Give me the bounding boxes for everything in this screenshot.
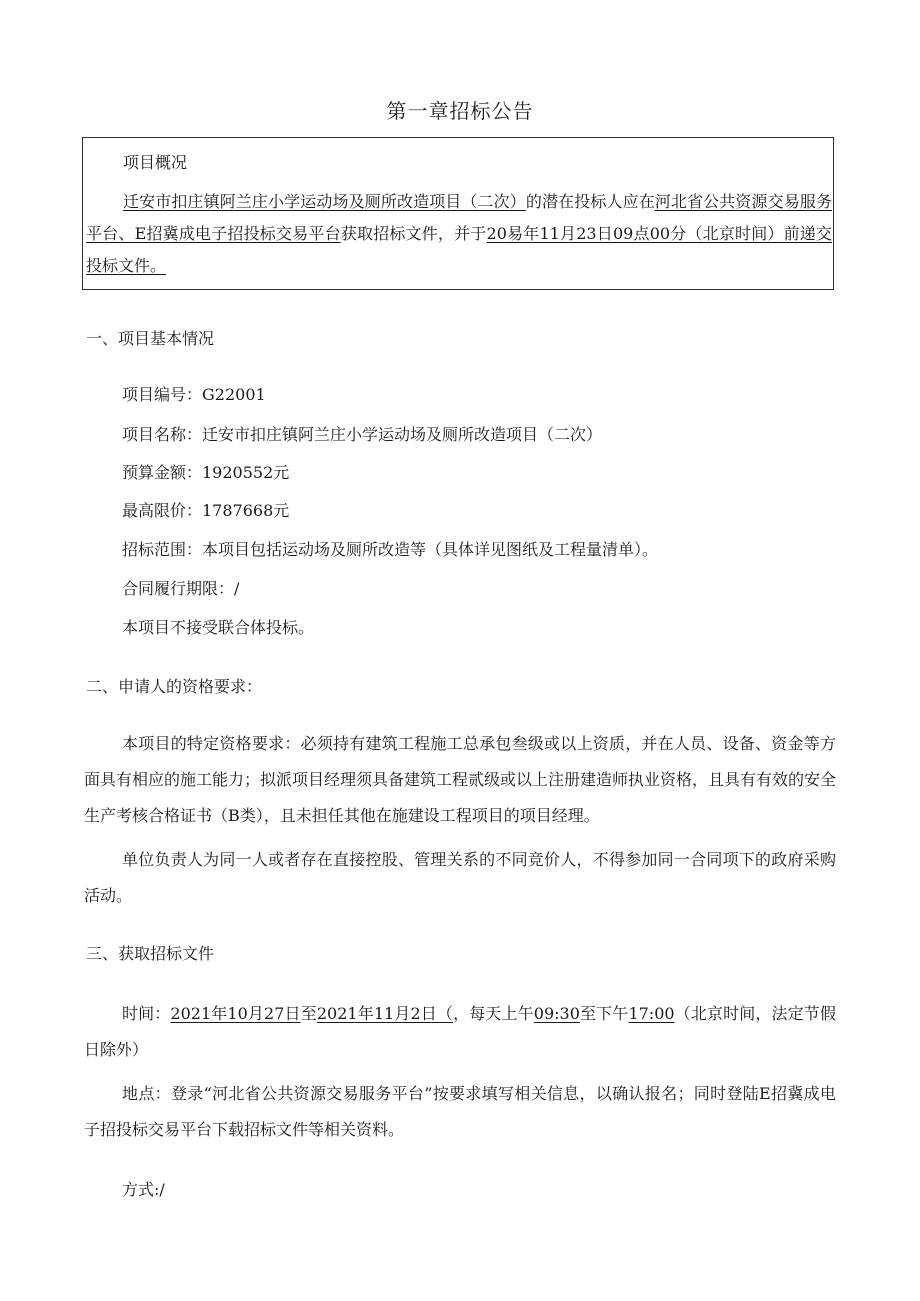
time-to-2: 至下午: [579, 1004, 629, 1023]
restriction-paragraph: 单位负责人为同一人或者存在直接控股、管理关系的不同竞价人，不得参加同一合同项下的政府采购活动。: [84, 850, 836, 905]
project-number: 项目编号：G22001: [122, 385, 266, 404]
pm-time: 17:00: [628, 1004, 675, 1023]
project-overview-box: [82, 137, 834, 290]
max-price: 最高限价：1787668元: [122, 501, 290, 520]
acquisition-method: 方式:/: [122, 1180, 165, 1199]
time-tail: （北京时间，法定节假日除外）: [84, 1004, 836, 1059]
qualification-paragraph: 本项目的特定资格要求：必须持有建筑工程施工总承包叁级或以上资质，并在人员、设备、资金等方面具有相应的施工能力；拟派项目经理须具备建筑工程贰级或以上注册建造师执业资格，且具有有效的安全生产考核合格证书（B类），且未担任其他在施建设工程项目的项目经理。: [84, 734, 837, 825]
overview-deadline: 20易年11月23日09点00分（北京时间）前递交投标文件。: [86, 224, 832, 275]
contract-period: 合同履行期限：/: [122, 579, 240, 598]
bidding-scope: 招标范围：本项目包括运动场及厕所改造等（具体详见图纸及工程量清单）。: [122, 540, 659, 559]
no-consortium-note: 本项目不接受联合体投标。: [122, 618, 315, 637]
page-title: 第一章招标公告: [386, 99, 534, 123]
overview-heading: 项目概况: [123, 153, 188, 172]
am-time: 09:30: [533, 1004, 580, 1023]
time-to-1: 至: [300, 1004, 317, 1023]
end-date: 2021年11月2日（: [316, 1004, 454, 1023]
section-1-heading: 一、项目基本情况: [86, 329, 215, 348]
time-label: 时间：: [122, 1004, 171, 1023]
acquisition-time: [84, 996, 836, 1068]
overview-text-1: 的潜在投标人应在: [525, 192, 655, 211]
project-name: 项目名称：迁安市扣庄镇阿兰庄小学运动场及厕所改造项目（二次）: [122, 425, 603, 444]
overview-project-name: 迁安市扣庄镇阿兰庄小学运动场及厕所改造项目（二次）: [123, 192, 526, 211]
start-date: 2021年10月27日: [170, 1004, 301, 1023]
daily-text: ，每天上午: [453, 1004, 534, 1023]
overview-text-2: 获取招标文件，并于: [340, 224, 487, 243]
overview-paragraph: [86, 186, 832, 282]
budget-amount: 预算金额：1920552元: [122, 463, 290, 482]
acquisition-place: 地点：登录“河北省公共资源交易服务平台”按要求填写相关信息，以确认报名；同时登陆E招冀成电子招投标交易平台下载招标文件等相关资料。: [84, 1084, 836, 1139]
section-2-heading: 二、申请人的资格要求：: [86, 677, 263, 696]
section-3-heading: 三、获取招标文件: [86, 944, 215, 963]
overview-platform: 河北省公共资源交易服务平台、E招冀成电子招投标交易平台: [86, 192, 832, 243]
